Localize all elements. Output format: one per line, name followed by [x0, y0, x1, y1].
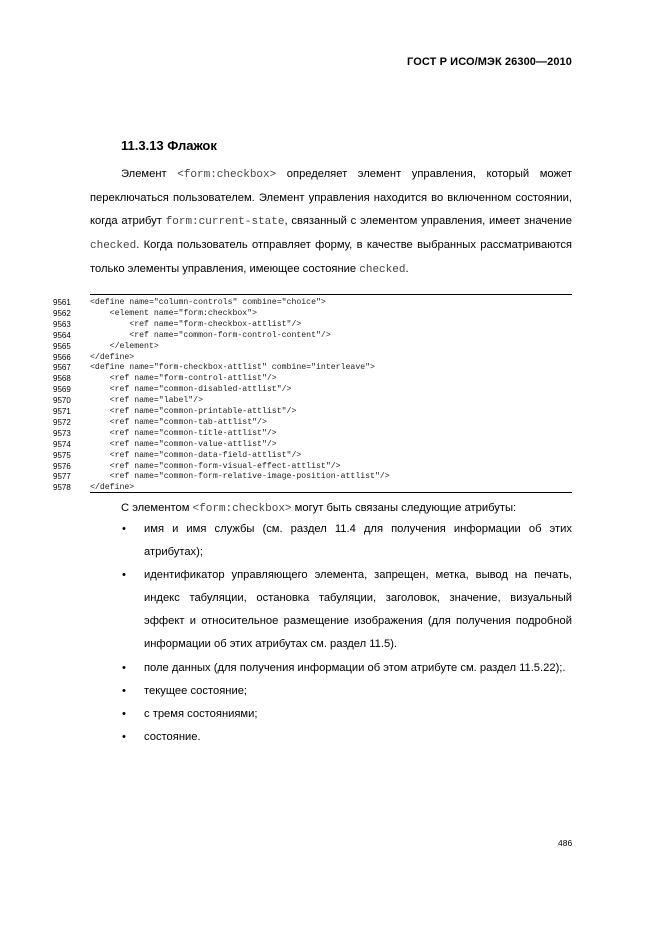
line-number: 9564	[53, 330, 71, 340]
intro-text-2: определяет элемент управления, который может переключаться пользователем. Элемент управления находится во включенном состоянии, когда атрибут	[90, 168, 572, 228]
code-text: <ref name="common-form-control-content"/>	[90, 330, 331, 340]
section-title: 11.3.13 Флажок	[121, 138, 217, 153]
bullet-marker: •	[122, 730, 126, 743]
line-number: 9563	[53, 319, 71, 329]
code-text: <ref name="common-data-field-attlist"/>	[90, 450, 302, 460]
code-text: <define name="column-controls" combine="choice">	[90, 298, 326, 307]
line-number: 9575	[53, 450, 71, 460]
attributes-intro-text-1: С элементом	[121, 502, 193, 514]
intro-code-value-2: checked	[359, 264, 406, 277]
code-text: </define>	[90, 483, 135, 493]
line-number: 9562	[53, 308, 71, 318]
line-number: 9574	[53, 439, 71, 449]
code-top-rule	[90, 294, 572, 295]
attribute-item-text: имя и имя службы (см. раздел 11.4 для получения информации об этих атрибутах);	[144, 523, 572, 559]
bullet-marker: •	[122, 684, 126, 697]
attribute-list-item	[90, 657, 572, 680]
attribute-item-text: текущее состояние;	[144, 684, 248, 697]
code-text: <ref name="common-tab-attlist"/>	[90, 417, 267, 427]
intro-text-4: . Когда пользователь отправляет форму, в качестве выбранных рассматриваются только элементы управления, имеющее состояние	[90, 239, 572, 276]
line-number: 9573	[53, 428, 71, 438]
attributes-intro-text-2: могут быть связаны следующие атрибуты:	[291, 502, 517, 514]
code-text: <ref name="label"/>	[90, 396, 204, 406]
bullet-marker: •	[122, 707, 126, 720]
code-bottom-rule	[90, 492, 572, 493]
intro-text-1: Элемент	[121, 168, 178, 180]
attribute-item-text: поле данных (для получения информации об этом атрибуте см. раздел 11.5.22);.	[144, 661, 566, 674]
attribute-list-item	[90, 726, 572, 749]
line-number: 9567	[53, 363, 71, 373]
line-number: 9576	[53, 461, 71, 471]
code-text: <ref name="common-form-visual-effect-attlist"/>	[90, 461, 341, 471]
line-number: 9566	[53, 352, 71, 362]
line-number: 9568	[53, 374, 71, 384]
line-number: 9561	[53, 298, 71, 307]
code-text: <define name="form-checkbox-attlist" combine="interleave">	[90, 363, 375, 373]
bullet-marker: •	[122, 523, 126, 535]
code-text: <element name="form:checkbox">	[90, 308, 258, 318]
code-text: <ref name="common-printable-attlist"/>	[90, 407, 297, 416]
attributes-list	[90, 518, 572, 749]
attribute-item-text: состояние.	[144, 730, 201, 743]
line-number: 9577	[53, 472, 71, 482]
bullet-marker: •	[122, 661, 126, 674]
standard-header: ГОСТ Р ИСО/МЭК 26300—2010	[407, 56, 572, 68]
attribute-item-text: с тремя состояниями;	[144, 707, 258, 720]
line-number: 9571	[53, 407, 71, 416]
intro-code-value: checked	[90, 240, 137, 253]
code-text: <ref name="form-control-attlist"/>	[90, 374, 277, 384]
intro-text-5: .	[405, 263, 409, 276]
line-number: 9578	[53, 483, 71, 493]
code-text: <ref name="common-form-relative-image-position-attlist"/>	[90, 472, 390, 482]
intro-code-attribute: form:current-state	[165, 216, 285, 229]
page-number: 486	[558, 838, 573, 848]
line-number: 9572	[53, 417, 71, 427]
attribute-item-text: идентификатор управляющего элемента, запрещен, метка, вывод на печать, индекс табуляции, остановка табуляции, заголовок, значение, визуальный эффект и относительное размещение изображения (для получения подробной информации об этих атрибутах см. раздел 11.5).	[144, 569, 572, 651]
attribute-list-item	[90, 703, 572, 726]
attribute-list-item	[90, 518, 572, 564]
code-text: </define>	[90, 352, 135, 362]
attributes-intro-code: <form:checkbox>	[192, 503, 292, 515]
attribute-list-item	[90, 564, 572, 656]
line-number: 9569	[53, 385, 71, 395]
line-number: 9565	[53, 341, 71, 351]
code-text: <ref name="form-checkbox-attlist"/>	[90, 319, 302, 329]
bullet-marker: •	[122, 569, 126, 582]
code-text: <ref name="common-disabled-attlist"/>	[90, 385, 292, 395]
intro-paragraph	[90, 163, 572, 282]
code-text: <ref name="common-value-attlist"/>	[90, 439, 277, 449]
code-text: </element>	[90, 341, 159, 351]
intro-code-element: <form:checkbox>	[177, 169, 277, 181]
intro-text-3: , связанный с элементом управления, имеет значение	[284, 215, 572, 228]
attribute-list-item	[90, 680, 572, 703]
attributes-intro	[121, 498, 516, 519]
code-text: <ref name="common-title-attlist"/>	[90, 428, 277, 438]
line-number: 9570	[53, 396, 71, 406]
